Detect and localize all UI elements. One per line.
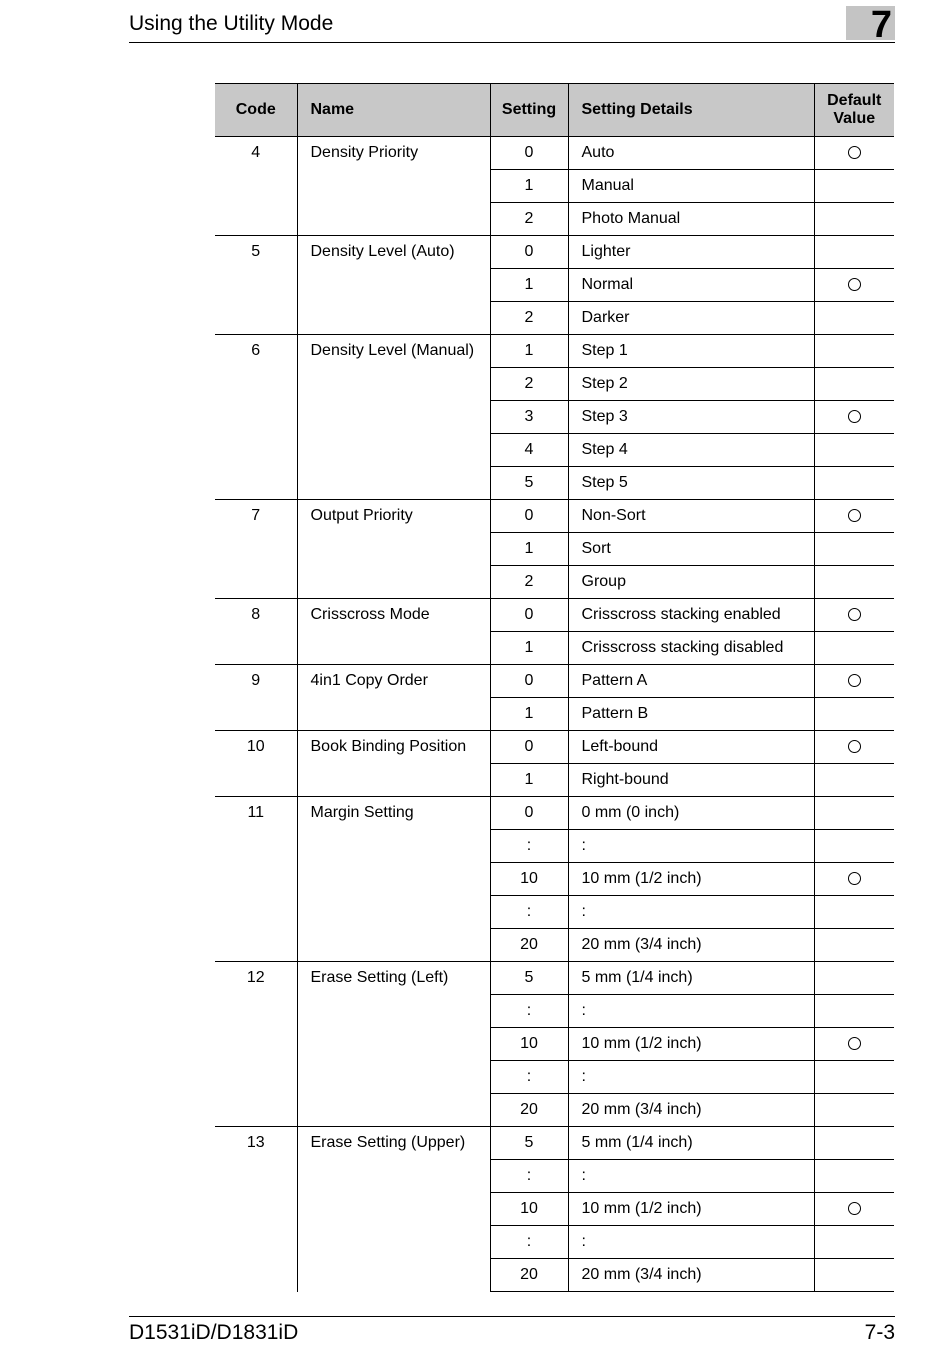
cell-default-value (814, 203, 894, 236)
cell-setting-detail: Lighter (568, 236, 814, 269)
cell-default-value (814, 698, 894, 731)
cell-default-value (814, 170, 894, 203)
cell-setting: 10 (490, 1193, 568, 1226)
cell-setting-detail: Photo Manual (568, 203, 814, 236)
cell-setting-detail: 10 mm (1/2 inch) (568, 863, 814, 896)
cell-name: Density Priority (297, 137, 490, 236)
cell-setting: 1 (490, 698, 568, 731)
cell-default-value (814, 995, 894, 1028)
cell-setting: 1 (490, 269, 568, 302)
cell-setting: : (490, 995, 568, 1028)
cell-setting: 2 (490, 302, 568, 335)
cell-default-value (814, 566, 894, 599)
table-row (215, 665, 894, 698)
table-row (215, 137, 894, 170)
cell-setting: 5 (490, 1127, 568, 1160)
cell-name: Density Level (Auto) (297, 236, 490, 335)
cell-setting: 0 (490, 665, 568, 698)
column-header-code: Code (215, 84, 297, 137)
cell-setting: 10 (490, 1028, 568, 1061)
cell-setting: 20 (490, 1094, 568, 1127)
cell-setting-detail: 5 mm (1/4 inch) (568, 1127, 814, 1160)
cell-default-value (814, 302, 894, 335)
cell-default-value (814, 797, 894, 830)
cell-name: 4in1 Copy Order (297, 665, 490, 731)
cell-setting-detail: Sort (568, 533, 814, 566)
cell-setting: 20 (490, 1259, 568, 1292)
chapter-number: 7 (870, 4, 892, 46)
page-header (129, 4, 895, 46)
cell-setting: : (490, 1061, 568, 1094)
cell-setting-detail: Step 5 (568, 467, 814, 500)
cell-setting-detail: : (568, 995, 814, 1028)
cell-code: 10 (215, 731, 297, 797)
table-row (215, 599, 894, 632)
cell-default-value (814, 236, 894, 269)
cell-setting: : (490, 1160, 568, 1193)
cell-name: Density Level (Manual) (297, 335, 490, 500)
default-circle-icon (848, 278, 861, 291)
utility-settings-table (215, 83, 894, 1292)
cell-default-value (814, 368, 894, 401)
chapter-badge (846, 4, 895, 46)
cell-setting: 5 (490, 962, 568, 995)
cell-setting-detail: Manual (568, 170, 814, 203)
cell-setting-detail: 20 mm (3/4 inch) (568, 1094, 814, 1127)
table-body (215, 137, 894, 1292)
cell-default-value (814, 434, 894, 467)
cell-setting-detail: : (568, 1226, 814, 1259)
cell-setting-detail: Step 4 (568, 434, 814, 467)
table-row (215, 731, 894, 764)
cell-setting-detail: : (568, 896, 814, 929)
cell-setting-detail: 10 mm (1/2 inch) (568, 1193, 814, 1226)
cell-default-value (814, 830, 894, 863)
page-title: Using the Utility Mode (129, 12, 334, 35)
cell-code: 12 (215, 962, 297, 1127)
cell-setting: 1 (490, 764, 568, 797)
page-number: 7-3 (864, 1321, 895, 1344)
page-footer (129, 1316, 895, 1344)
cell-default-value (814, 1094, 894, 1127)
cell-setting-detail: Crisscross stacking disabled (568, 632, 814, 665)
cell-code: 11 (215, 797, 297, 962)
default-circle-icon (848, 740, 861, 753)
default-circle-icon (848, 872, 861, 885)
cell-setting: : (490, 830, 568, 863)
cell-default-value (814, 731, 894, 764)
cell-default-value (814, 533, 894, 566)
cell-default-value (814, 1061, 894, 1094)
cell-name: Margin Setting (297, 797, 490, 962)
cell-setting-detail: Step 1 (568, 335, 814, 368)
cell-setting: 4 (490, 434, 568, 467)
cell-setting-detail: 0 mm (0 inch) (568, 797, 814, 830)
cell-default-value (814, 1226, 894, 1259)
cell-default-value (814, 269, 894, 302)
cell-setting-detail: Pattern B (568, 698, 814, 731)
table-row (215, 797, 894, 830)
cell-code: 9 (215, 665, 297, 731)
cell-setting-detail: Right-bound (568, 764, 814, 797)
cell-setting-detail: 20 mm (3/4 inch) (568, 1259, 814, 1292)
cell-setting-detail: 5 mm (1/4 inch) (568, 962, 814, 995)
cell-setting: 0 (490, 797, 568, 830)
cell-default-value (814, 1127, 894, 1160)
default-circle-icon (848, 146, 861, 159)
cell-setting: 0 (490, 236, 568, 269)
cell-default-value (814, 467, 894, 500)
cell-default-value (814, 896, 894, 929)
cell-name: Erase Setting (Left) (297, 962, 490, 1127)
cell-default-value (814, 137, 894, 170)
cell-setting: : (490, 1226, 568, 1259)
cell-name: Output Priority (297, 500, 490, 599)
cell-setting: 0 (490, 599, 568, 632)
default-value-header-text: Default Value (827, 92, 882, 127)
column-header-default-value (814, 84, 894, 137)
cell-setting: 0 (490, 731, 568, 764)
default-circle-icon (848, 674, 861, 687)
table-row (215, 335, 894, 368)
cell-setting: 1 (490, 632, 568, 665)
table-row (215, 962, 894, 995)
cell-setting: 10 (490, 863, 568, 896)
cell-code: 5 (215, 236, 297, 335)
cell-setting-detail: Normal (568, 269, 814, 302)
cell-setting: 0 (490, 137, 568, 170)
default-circle-icon (848, 410, 861, 423)
cell-default-value (814, 1160, 894, 1193)
cell-setting-detail: Crisscross stacking enabled (568, 599, 814, 632)
default-circle-icon (848, 1202, 861, 1215)
cell-setting: 1 (490, 335, 568, 368)
cell-setting: 2 (490, 203, 568, 236)
cell-setting-detail: 20 mm (3/4 inch) (568, 929, 814, 962)
cell-setting: 2 (490, 566, 568, 599)
cell-setting: 1 (490, 170, 568, 203)
cell-setting: 3 (490, 401, 568, 434)
column-header-setting: Setting (490, 84, 568, 137)
cell-setting: 0 (490, 500, 568, 533)
cell-default-value (814, 599, 894, 632)
cell-code: 13 (215, 1127, 297, 1292)
cell-default-value (814, 764, 894, 797)
cell-code: 6 (215, 335, 297, 500)
cell-default-value (814, 1193, 894, 1226)
cell-setting: 2 (490, 368, 568, 401)
cell-setting: 20 (490, 929, 568, 962)
column-header-name: Name (297, 84, 490, 137)
cell-default-value (814, 962, 894, 995)
cell-code: 7 (215, 500, 297, 599)
cell-default-value (814, 1028, 894, 1061)
cell-default-value (814, 665, 894, 698)
cell-setting-detail: : (568, 830, 814, 863)
cell-setting-detail: Non-Sort (568, 500, 814, 533)
cell-default-value (814, 1259, 894, 1292)
cell-setting: 1 (490, 533, 568, 566)
cell-setting-detail: 10 mm (1/2 inch) (568, 1028, 814, 1061)
default-circle-icon (848, 608, 861, 621)
cell-default-value (814, 632, 894, 665)
default-circle-icon (848, 1037, 861, 1050)
default-circle-icon (848, 509, 861, 522)
cell-setting-detail: Group (568, 566, 814, 599)
table-row (215, 500, 894, 533)
cell-setting-detail: : (568, 1061, 814, 1094)
cell-default-value (814, 401, 894, 434)
cell-code: 8 (215, 599, 297, 665)
cell-setting-detail: Step 3 (568, 401, 814, 434)
cell-default-value (814, 500, 894, 533)
cell-setting-detail: Pattern A (568, 665, 814, 698)
cell-default-value (814, 929, 894, 962)
column-header-setting-details: Setting Details (568, 84, 814, 137)
cell-setting-detail: Left-bound (568, 731, 814, 764)
cell-setting-detail: Darker (568, 302, 814, 335)
cell-setting-detail: : (568, 1160, 814, 1193)
cell-name: Book Binding Position (297, 731, 490, 797)
cell-setting: 5 (490, 467, 568, 500)
table-row (215, 1127, 894, 1160)
cell-name: Crisscross Mode (297, 599, 490, 665)
cell-default-value (814, 863, 894, 896)
cell-code: 4 (215, 137, 297, 236)
table-row (215, 236, 894, 269)
cell-setting-detail: Auto (568, 137, 814, 170)
cell-default-value (814, 335, 894, 368)
cell-name: Erase Setting (Upper) (297, 1127, 490, 1292)
cell-setting: : (490, 896, 568, 929)
model-name: D1531iD/D1831iD (129, 1321, 299, 1344)
table-header-row (215, 84, 894, 137)
cell-setting-detail: Step 2 (568, 368, 814, 401)
